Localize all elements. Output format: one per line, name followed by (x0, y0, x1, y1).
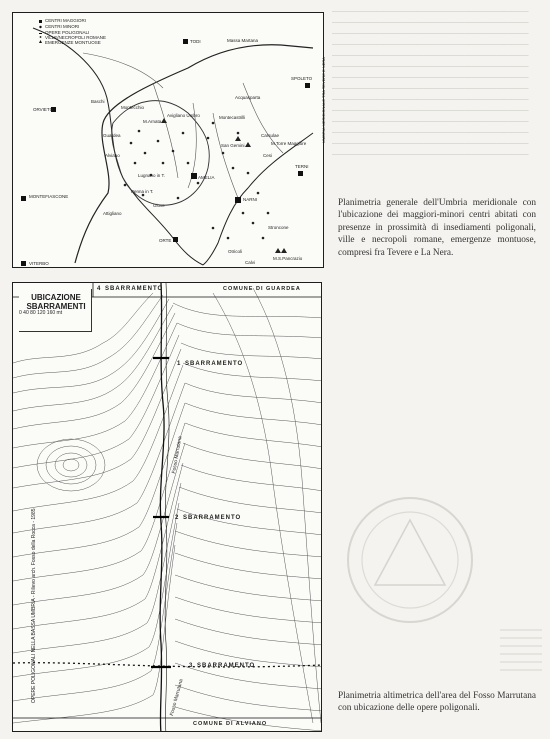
place-label: VITERBO (29, 261, 49, 266)
place-label: Guardea (103, 133, 121, 138)
comune-top-label: COMUNE DI GUARDEA (223, 286, 301, 292)
place-label: Carsulae (261, 133, 280, 138)
place-label: Massa Martana (227, 38, 259, 43)
sbarramento-1-label: SBARRAMENTO (185, 361, 244, 367)
place-label: Stroncone (268, 225, 289, 230)
place-label: Attigliano (103, 211, 122, 216)
legend-roman-villas: VILLE/NECROPOLI ROMANE (45, 35, 107, 40)
place-label: M.Torre Maggiore (271, 141, 307, 146)
place-label: San Gemini (221, 143, 245, 148)
sbarramento-3-label: SBARRAMENTO (197, 663, 256, 669)
stream-label-lower: Fosso Marrutana (169, 678, 185, 717)
map-title: UBICAZIONE SBARRAMENTI (26, 293, 86, 311)
legend-minor-centres: CENTRI MINORI (45, 24, 80, 29)
caption-altimetric-map: Planimetria altimetrica dell'area del Fosso Marrutana con ubicazione delle opere poligonali. (338, 691, 536, 714)
sbarramento-2-label: SBARRAMENTO (183, 515, 242, 521)
place-label: ORTE (159, 238, 172, 243)
caption-general-map: Planimetria generale dell'Umbria meridionale con l'ubicazione dei maggiori-minori centri abitati con presenze in prossimità di insediamenti poligonali, ville e necropoli romane, emergenze montuose, compresi fra Tevere e La Nera. (338, 198, 536, 258)
place-label: Montecchio (121, 105, 145, 110)
sbarramento-3-num: 3 (189, 663, 194, 669)
place-label: Montecastrilli (219, 115, 246, 120)
place-label: Avigliano Umbro (167, 113, 200, 118)
legend-mountains: EMERGENZE MONTUOSE (45, 40, 101, 45)
legend-polygonal-works: OPERE POLIGONALI (45, 30, 90, 35)
general-map-umbria (12, 12, 324, 268)
place-label: AMELIA (198, 175, 215, 180)
vertical-note: UMBRIA MERIDIONALE TRA TEVERE E NERA (321, 57, 326, 143)
place-label: SPOLETO (291, 76, 313, 81)
place-label: Cesi (263, 153, 273, 158)
place-label: TERNI (295, 164, 309, 169)
place-label: Alviano (105, 153, 120, 158)
place-label: Acquasparta (235, 95, 261, 100)
altimetric-map-marrutana (12, 282, 322, 732)
comune-bottom-label: COMUNE DI ALVIANO (193, 721, 268, 727)
place-label: ORVIETO (33, 107, 54, 112)
place-label: NARNI (243, 197, 258, 202)
bleed-through-text: ───────────────────────────────────── ───────────────────────────────────── ───────────────────────────────────── ───────────────────────────────────── ───────────────────────────────────── ───────────────────────────────────── ───────────────────────────────────── ───────────────────────────────────── ───────────────────────────────────── ───────────────────────────────────── ───────────────────────────────────── ───────────────────────────────────── ───────────────────────────────────── ───────────────────────────────────── (332, 7, 529, 159)
place-label: M.S.Pancrazio (273, 256, 303, 261)
place-label: MONTEFIASCONE (29, 194, 69, 199)
place-label: Penna in T. (131, 189, 154, 194)
place-label: Giove (153, 203, 165, 208)
place-label: Otricoli (228, 249, 243, 254)
place-label: Calvi (245, 260, 256, 265)
legend-major-centres: CENTRI MAGGIORI (45, 18, 87, 23)
map2-vertical-note: OPERE POLIGONALI NELLA BASSA UMBRIA - Rilievo arch. Fosso della Rocca - 1985 (31, 508, 37, 703)
stream-label: Fosso Marrutana (171, 435, 184, 475)
sbarramento-1-num: 1 (177, 361, 182, 367)
place-label: M.Arnata (143, 119, 162, 124)
sbarramento-4-label: SBARRAMENTO (105, 286, 164, 292)
sbarramento-2-num: 2 (175, 515, 180, 521)
sbarramento-4-num: 4 (97, 286, 102, 292)
place-label: Lugnano in T. (138, 173, 165, 178)
contour-drawing (13, 283, 322, 732)
place-label: TODI (190, 39, 201, 44)
scale-label: 0 40 80 120 160 mt (19, 310, 63, 316)
place-label: Baschi (91, 99, 105, 104)
